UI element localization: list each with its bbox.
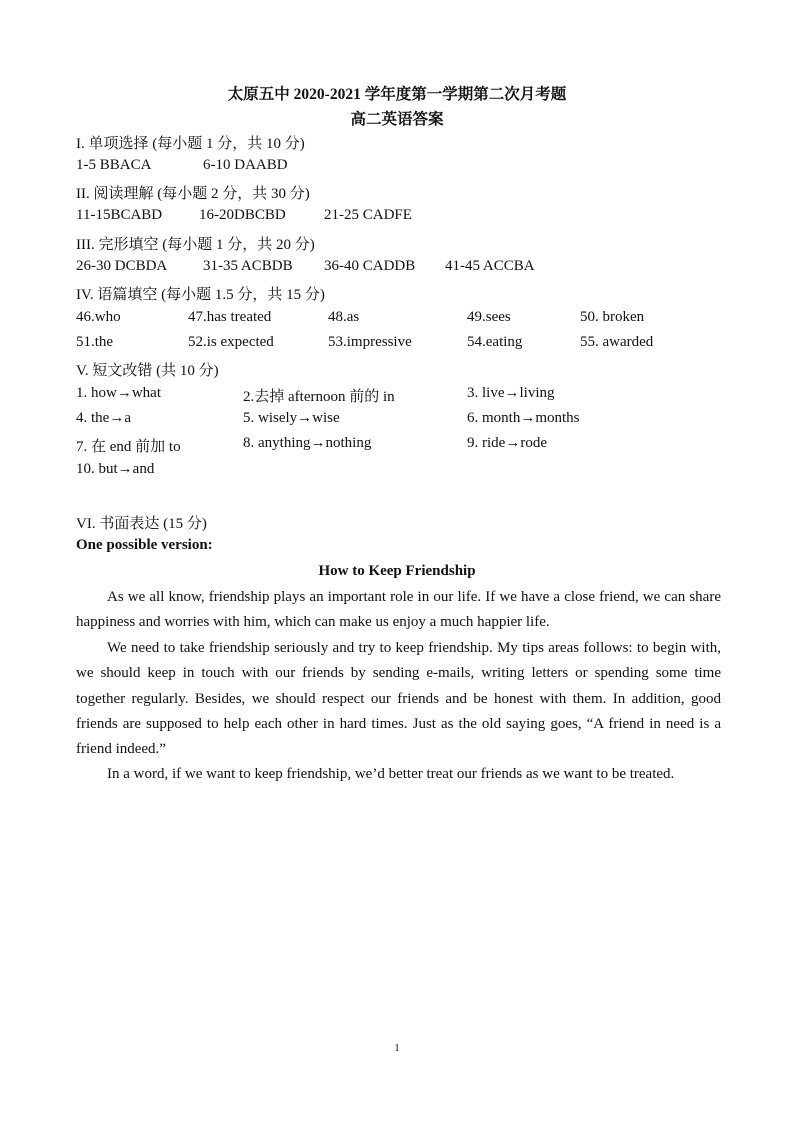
section-3-heading: III. 完形填空 (每小题 1 分，共 20 分) <box>76 237 315 253</box>
version-label: One possible version: <box>76 537 213 553</box>
section-2-answers <box>0 207 794 227</box>
section-4-row <box>0 309 794 329</box>
essay-title: How to Keep Friendship <box>318 563 476 579</box>
answer-group: 21-25 CADFE <box>324 207 412 223</box>
answer-group: 16-20DBCBD <box>199 207 286 223</box>
correction-item: 8. anything→nothing <box>243 435 372 451</box>
answer-item: 49.sees <box>467 309 511 325</box>
section-5-row <box>0 461 794 481</box>
correction-item: 6. month→months <box>467 410 580 426</box>
essay-paragraph: As we all know, friendship plays an important role in our life. If we have a close friend, we can share happiness and worries with him, which can make us enjoy a much happier life. <box>76 589 721 631</box>
correction-item: 1. how→what <box>76 385 161 401</box>
answer-group: 6-10 DAABD <box>203 157 288 173</box>
section-5-row <box>0 435 794 455</box>
answer-item: 52.is expected <box>188 334 274 350</box>
page-number: 1 <box>394 1042 400 1054</box>
answer-group: 1-5 BBACA <box>76 157 152 173</box>
section-4-row <box>0 334 794 354</box>
section-5-heading: V. 短文改错 (共 10 分) <box>76 363 219 379</box>
answer-group: 41-45 ACCBA <box>445 258 535 274</box>
section-3-answers <box>0 258 794 278</box>
section-5-row <box>0 410 794 430</box>
essay-paragraph: We need to take friendship seriously and try to keep friendship. My tips areas follows: to begin with, we should keep in touch with our friends by sending e-mails, writing letters or spending some time together regularly. Besides, we should respect our friends and be honest with them. In addition, good friends are supposed to help each other in hard times. Just as the old saying goes, “A friend in need is a friend indeed.” <box>76 640 721 758</box>
essay-paragraph: In a word, if we want to keep friendship, we’d better treat our friends as we want to be treated. <box>107 766 675 782</box>
section-2-heading: II. 阅读理解 (每小题 2 分，共 30 分) <box>76 186 310 202</box>
answer-item: 51.the <box>76 334 114 350</box>
answer-item: 46.who <box>76 309 121 325</box>
correction-item: 2.去掉 afternoon 前的 in <box>243 389 395 405</box>
section-1-heading: I. 单项选择 (每小题 1 分，共 10 分) <box>76 136 305 152</box>
correction-item: 7. 在 end 前加 to <box>76 439 181 455</box>
answer-group: 26-30 DCBDA <box>76 258 168 274</box>
correction-item: 9. ride→rode <box>467 435 547 451</box>
answer-item: 55. awarded <box>580 334 654 350</box>
correction-item: 4. the→a <box>76 410 131 426</box>
answer-item: 50. broken <box>580 309 645 325</box>
section-4-heading: IV. 语篇填空 (每小题 1.5 分，共 15 分) <box>76 287 325 303</box>
answer-group: 36-40 CADDB <box>324 258 416 274</box>
correction-item: 3. live→living <box>467 385 555 401</box>
correction-item: 10. but→and <box>76 461 155 477</box>
section-1-answers <box>0 157 794 177</box>
correction-item: 5. wisely→wise <box>243 410 340 426</box>
answer-item: 53.impressive <box>328 334 412 350</box>
answer-group: 31-35 ACBDB <box>203 258 293 274</box>
section-6-heading: VI. 书面表达 (15 分) <box>76 516 207 532</box>
section-5-row <box>0 385 794 405</box>
document-title: 太原五中 2020-2021 学年度第一学期第二次月考题 <box>227 86 567 103</box>
answer-group: 11-15BCABD <box>76 207 163 223</box>
answer-item: 47.has treated <box>188 309 272 325</box>
document-subtitle: 高二英语答案 <box>350 111 444 128</box>
answer-item: 48.as <box>328 309 360 325</box>
answer-item: 54.eating <box>467 334 523 350</box>
